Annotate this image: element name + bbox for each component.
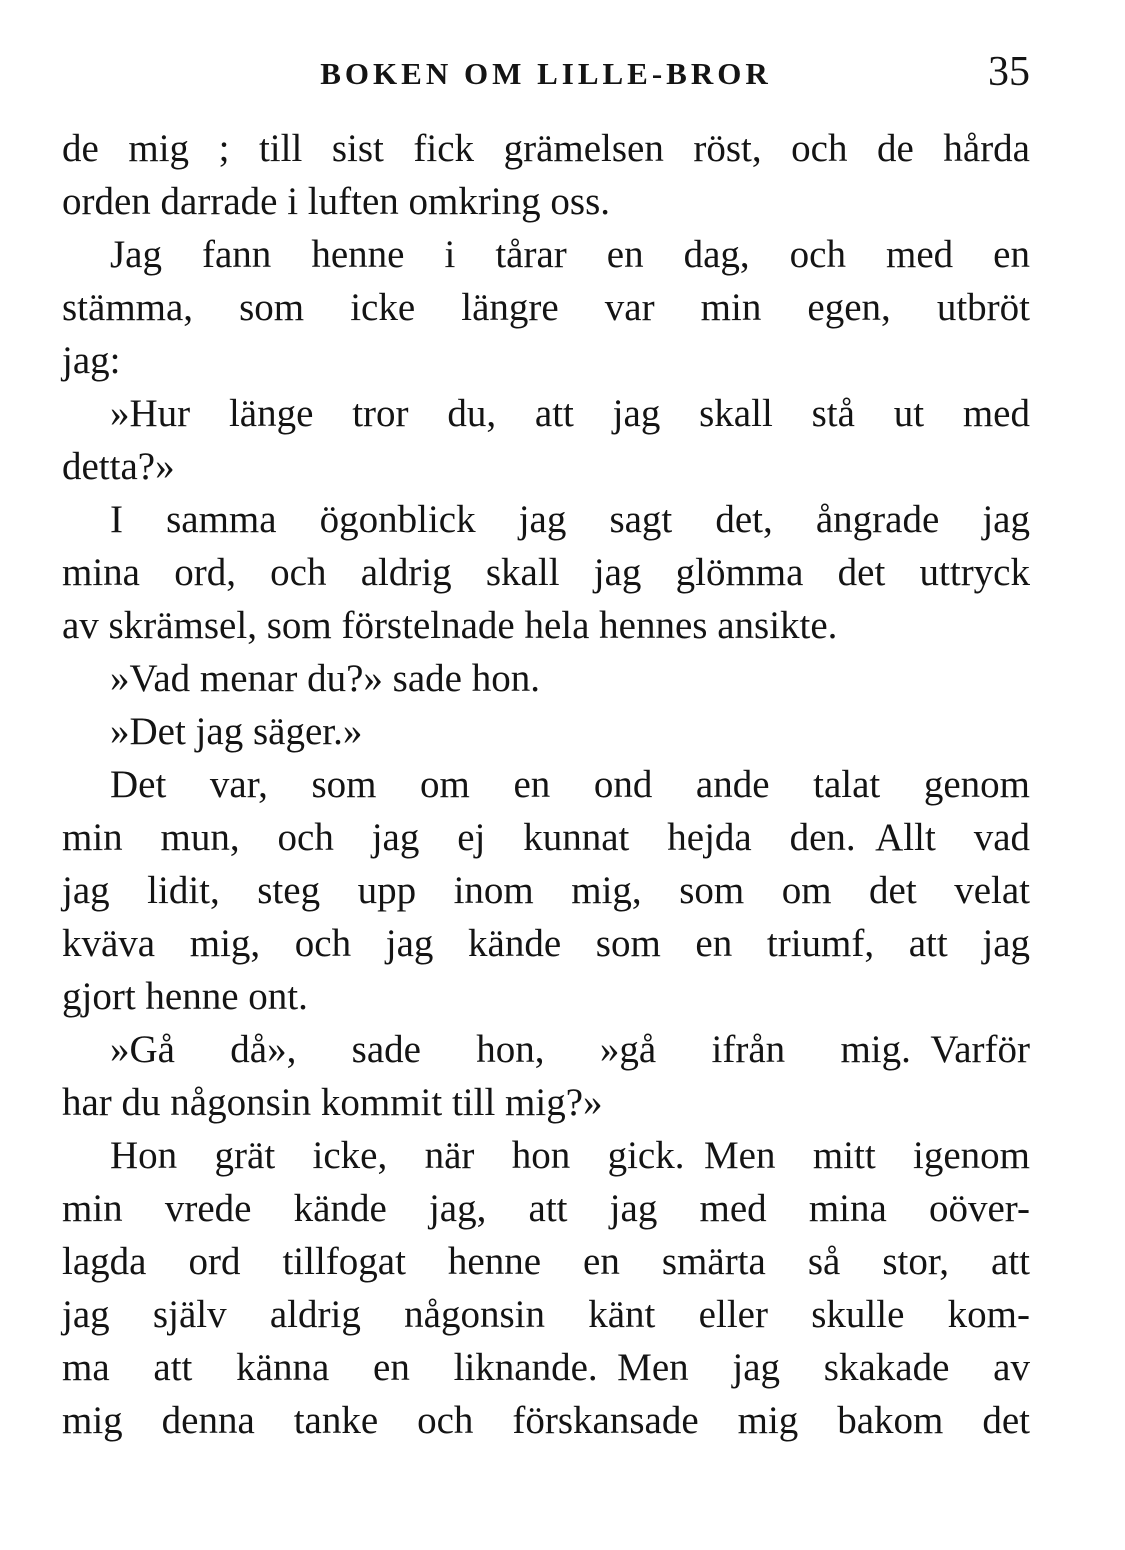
text-line: I samma ögonblick jag sagt det, ångrade jag <box>110 498 1030 541</box>
text-line: »Vad menar du?» sade hon. <box>110 657 540 700</box>
text-line: kväva mig, och jag kände som en triumf, att jag <box>62 922 1030 965</box>
text-line: »Gå då», sade hon, »gå ifrån mig. Varför <box>110 1028 1030 1071</box>
text-line: Det var, som om en ond ande talat genom <box>110 763 1030 806</box>
page-header <box>62 48 1030 100</box>
text-line: orden darrade i luften omkring oss. <box>62 180 611 223</box>
text-line: lagda ord tillfogat henne en smärta så stor, att <box>62 1240 1030 1283</box>
text-line: min vrede kände jag, att jag med mina oöver- <box>62 1187 1030 1230</box>
text-line: mig denna tanke och förskansade mig bakom det <box>62 1399 1030 1442</box>
text-line: de mig ; till sist fick grämelsen röst, och de hårda <box>62 127 1030 170</box>
text-line: av skrämsel, som förstelnade hela hennes ansikte. <box>62 604 838 647</box>
text-line: gjort henne ont. <box>62 975 308 1018</box>
text-line: jag: <box>62 339 121 382</box>
text-line: jag själv aldrig någonsin känt eller skulle kom- <box>62 1293 1030 1336</box>
text-line: min mun, och jag ej kunnat hejda den. Allt vad <box>62 816 1030 859</box>
page-number: 35 <box>988 49 1030 95</box>
text-line: ma att känna en liknande. Men jag skakade av <box>62 1346 1030 1389</box>
text-line: detta?» <box>62 445 175 488</box>
body-text <box>62 122 1030 1447</box>
text-line: »Det jag säger.» <box>110 710 363 753</box>
text-line: mina ord, och aldrig skall jag glömma det uttryck <box>62 551 1030 594</box>
text-line: har du någonsin kommit till mig?» <box>62 1081 603 1124</box>
text-line: jag lidit, steg upp inom mig, som om det velat <box>62 869 1030 912</box>
text-line: »Hur länge tror du, att jag skall stå ut med <box>110 392 1030 435</box>
text-line: Jag fann henne i tårar en dag, och med en <box>110 233 1030 276</box>
text-line: stämma, som icke längre var min egen, utbröt <box>62 286 1030 329</box>
text-line: Hon grät icke, när hon gick. Men mitt igenom <box>110 1134 1030 1177</box>
running-title: BOKEN OM LILLE-BROR <box>320 56 772 91</box>
